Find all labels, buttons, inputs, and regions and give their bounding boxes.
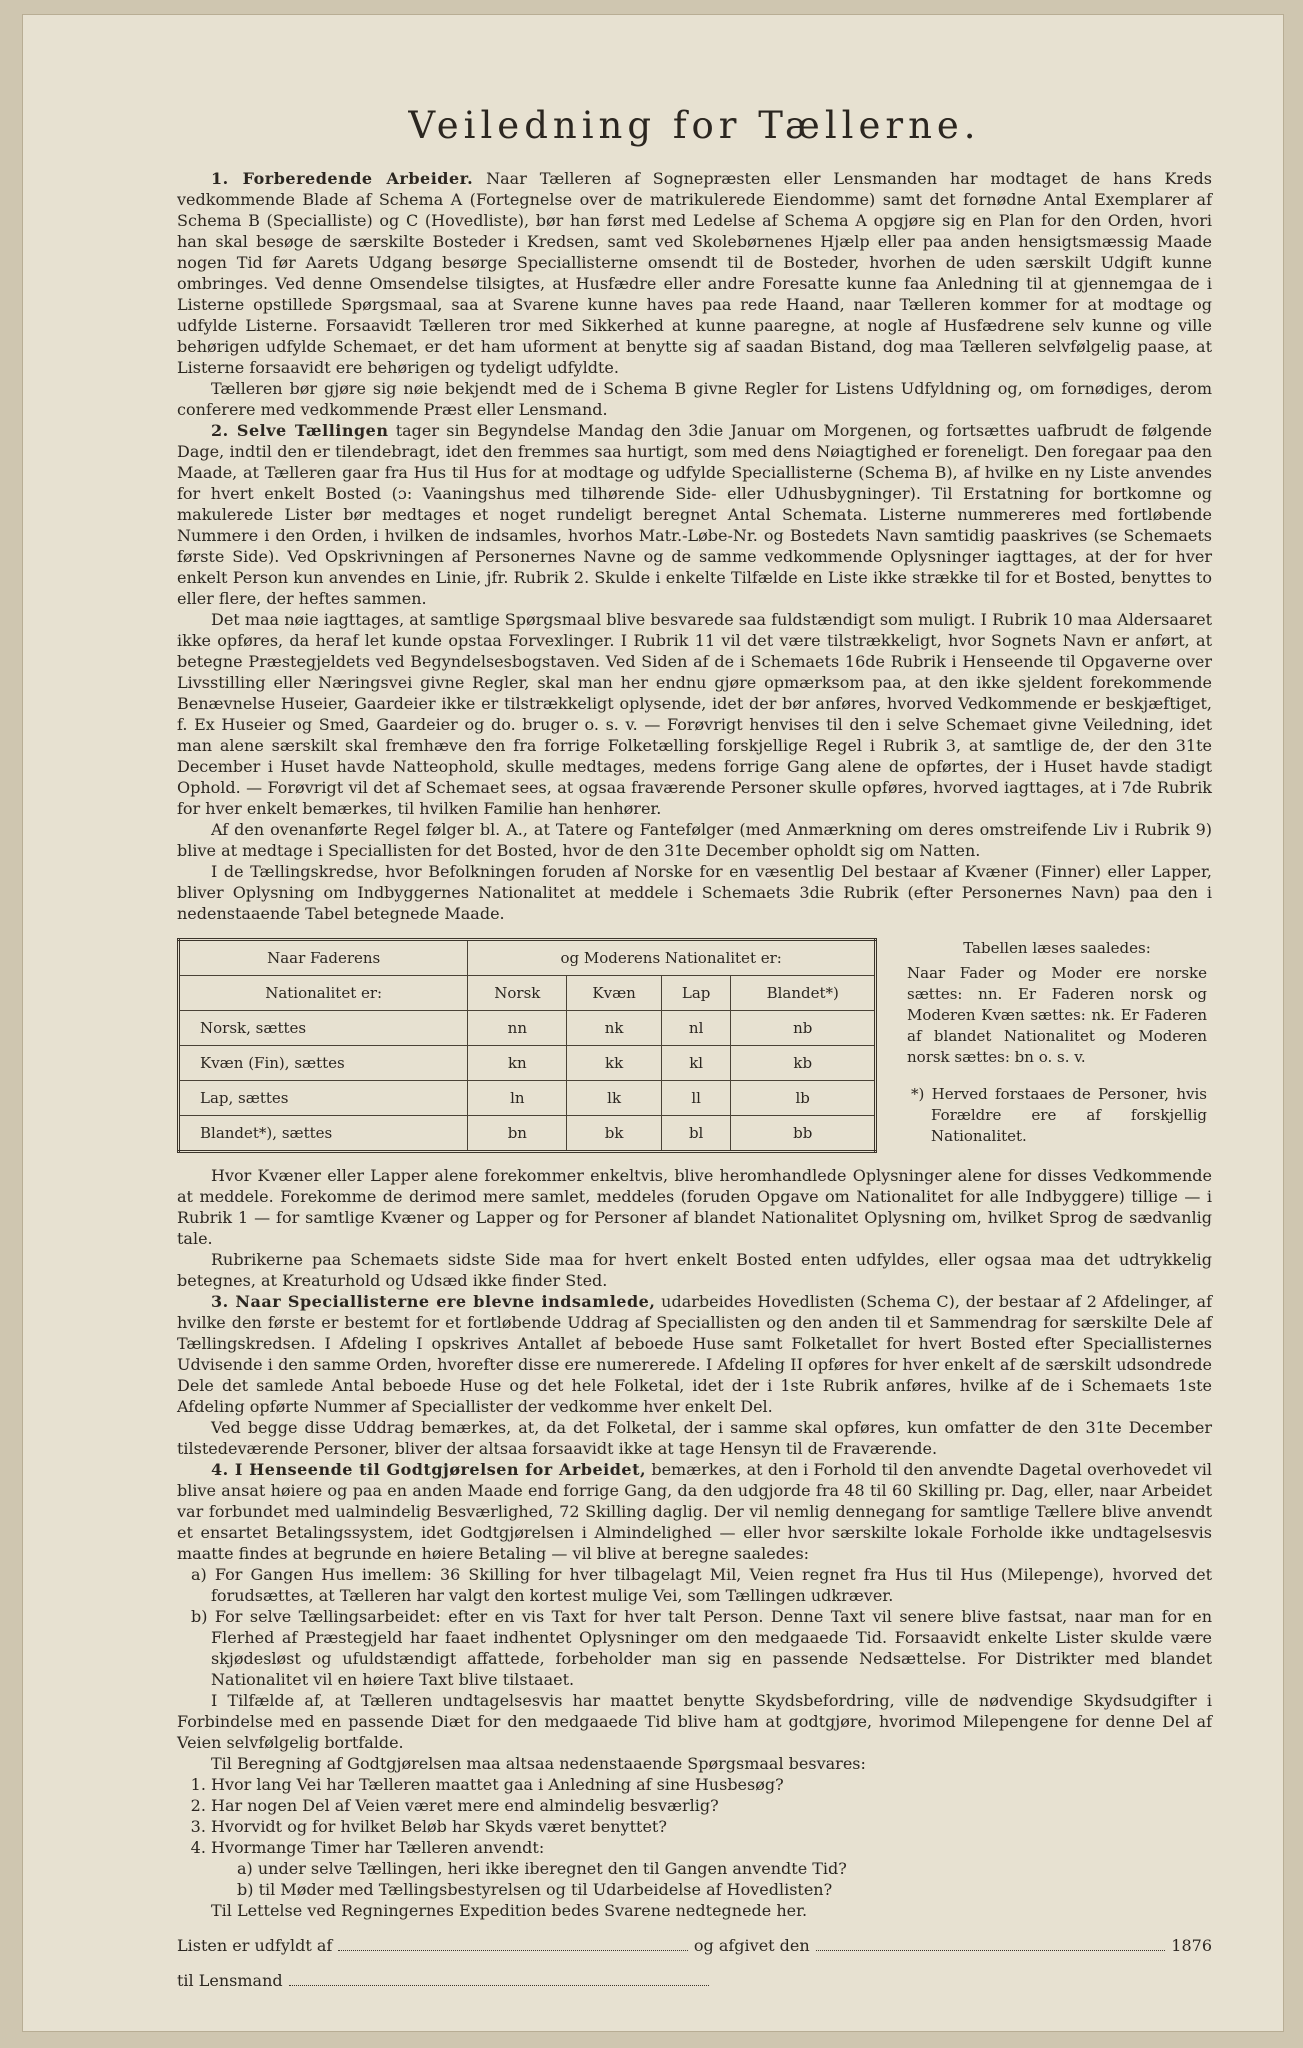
table-explanation — [907, 938, 1207, 1153]
column-header: Kvæn — [567, 976, 662, 1011]
final-note: Til Lettelse ved Regningernes Expedition bedes Svarene nedtegnede her. — [211, 1901, 808, 1920]
paragraph-11: 4. I Henseende til Godtgjørelsen for Arbeidet, bemærkes, at den i Forhold til den anvendte Dagetal overhovedet vil blive ansat høiere og paa en anden Maade end forrige Gang, da den udgjorde fra 48 til 60 Skilling pr. Dag, eller, naar Arbeidet var forbundet med ualmindelig Besværlighed, 72 Skilling daglig. Der vil nemlig dennegang for samtlige Tællere blive anvendt et ensartet Betalingssystem, idet Godtgjørelsen i Almindelighed — eller hvor særskilte lokale Forholde ikke undtagelsesvis maatte findes at begrunde en høiere Betaling — vil blive at beregne saaledes: — [177, 1460, 1212, 1563]
explanation-text: Naar Fader og Moder ere norske sættes: nn. Er Faderen norsk og Moderen Kvæn sættes: nk. Er Faderen af blandet Nationalitet og Moderen norsk sættes: bn o. s. v. — [907, 964, 1207, 1066]
document-page — [22, 14, 1284, 2032]
table-row: Kvæn (Fin), sættes kn kk kl kb — [179, 1046, 876, 1081]
page-title: Veiledning for Tællerne. — [408, 104, 981, 147]
list-item: 2. Har nogen Del af Veien været mere end almindelig besværlig? — [211, 1795, 1212, 1816]
lensmand-line — [177, 1970, 1212, 1991]
footnote: *) Herved forstaaes de Personer, hvis Forældre ere af forskjellig Nationalitet. — [911, 1085, 1207, 1145]
sign-field-date — [816, 1936, 1166, 1951]
list-item: 1. Hvor lang Vei har Tælleren maattet gaa i Anledning af sine Husbesøg? — [211, 1774, 1212, 1795]
document-content — [177, 104, 1212, 1991]
table-row: Lap, sættes ln lk ll lb — [179, 1081, 876, 1116]
sub-question-a: a) under selve Tællingen, heri ikke iberegnet den til Gangen anvendte Tid? — [237, 1859, 847, 1878]
header-father: Naar Faderens — [179, 940, 468, 976]
paragraph-7: Hvor Kvæner eller Lapper alene forekommer enkeltvis, blive heromhandlede Oplysninger alene for disses Vedkommende at meddele. Forekomme de derimod mere samlet, meddeles (foruden Opgave om Nationalitet for alle Indbyggere) tillige — i Rubrik 1 — for samtlige Kvæner og Lapper og for Personer af blandet Nationalitet Oplysning om, hvilket Sprog de sædvanlig tale. — [177, 1166, 1212, 1248]
signature-line — [177, 1935, 1212, 1956]
list-item: 4. Hvormange Timer har Tælleren anvendt: — [211, 1837, 1212, 1858]
pay-item-a: a) For Gangen Hus imellem: 36 Skilling for hver tilbagelagt Mil, Veien regnet fra Hus til Hus (Milepenge), hvorved det forudsættes, at Tælleren har valgt den kortest mulige Vei, som Tællingen udkræver. — [191, 1565, 1212, 1605]
pay-item-b: b) For selve Tællingsarbeidet: efter en vis Taxt for hver talt Person. Denne Taxt vil senere blive fastsat, naar man for en Flerhed af Præstegjeld har faaet indhentet Oplysninger om den medgaaede Tid. Forsaavidt enkelte Lister skulde være skjødesløst og ufuldstændigt affattede, forbeholder man sig en passende Nedsættelse. For Distrikter med blandet Nationalitet vil en høiere Taxt blive tilstaaet. — [191, 1607, 1212, 1689]
paragraph-2: Tælleren bør gjøre sig nøie bekjendt med de i Schema B givne Regler for Listens Udfyldning og, om fornødiges, derom conferere med vedkommende Præst eller Lensmand. — [177, 379, 1212, 419]
header-father-nationality: Nationalitet er: — [179, 976, 468, 1011]
column-header: Norsk — [468, 976, 567, 1011]
column-header: Blandet*) — [731, 976, 876, 1011]
paragraph-12: I Tilfælde af, at Tælleren undtagelsesvis har maattet benytte Skydsbefordring, ville de nødvendige Skydsudgifter i Forbindelse med en passende Diæt for den medgaaede Tid blive ham at godtgjøre, hvorimod Milepengene for denne Del af Veien selvfølgelig bortfalde. — [177, 1691, 1212, 1752]
paragraph-4: Det maa nøie iagttages, at samtlige Spørgsmaal blive besvarede saa fuldstændigt som muligt. I Rubrik 10 maa Aldersaaret ikke opføres, da heraf let kunde opstaa Forvexlinger. I Rubrik 11 vil det være tilstrækkeligt, hvor Sognets Navn er anført, at betegne Præstegjeldets ved Begyndelsesbogstaven. Ved Siden af de i Schemaets 16de Rubrik i Henseende til Opgaverne over Livsstilling eller Næringsvei givne Regler, skal man her endnu gjøre opmærksom paa, at den ikke sjeldent forekommende Benævnelse Huseier, Gaardeier ikke er tilstrækkeligt oplysende, idet der bør anføres, hvorved Vedkommende er beskjæftiget, f. Ex Huseier og Smed, Gaardeier og do. bruger o. s. v. — Forøvrigt henvises til den i selve Schemaet givne Veiledning, idet man alene særskilt skal fremhæve den fra forrige Folketælling forskjellige Regel i Rubrik 3, at samtlige de, der den 31te December i Huset havde Natteophold, skulle medtages, medens forrige Gang alene de opførtes, der i Huset havde stadigt Ophold. — Forøvrigt vil det af Schemaet sees, at ogsaa fraværende Personer skulle opføres, hvorved iagttages, at i 7de Rubrik for hver enkelt bemærkes, til hvilken Familie han henhører. — [177, 610, 1212, 818]
paragraph-3: 2. Selve Tællingen tager sin Begyndelse Mandag den 3die Januar om Morgenen, og fortsættes uafbrudt de følgende Dage, indtil den er tilendebragt, idet den fremmes saa hurtigt, som med dens Nøiagtighed er foreneligt. Den foregaar paa den Maade, at Tælleren gaar fra Hus til Hus for at modtage og udfylde Speciallisterne (Schema B), af hvilke en ny Liste anvendes for hvert enkelt Bosted (ɔ: Vaaningshus med tilhørende Side- eller Udhusbygninger). Til Erstatning for bortkomne og makulerede Lister bør medtages et noget rundeligt beregnet Antal Schemata. Listerne nummereres med fortløbende Nummere i den Orden, i hvilken de indsamles, hvorhos Matr.-Løbe-Nr. og Bostedets Navn samtidig paaskrives (se Schemaets første Side). Ved Opskrivningen af Personernes Navne og de samme vedkommende Oplysninger iagttages, at der for hver enkelt Person kun anvendes en Linie, jfr. Rubrik 2. Skulde i enkelte Tilfælde en Liste ikke strække til for et Bosted, benyttes to eller flere, der heftes sammen. — [177, 421, 1212, 608]
sign-field-lensmand — [289, 1971, 709, 1986]
sub-question-b: b) til Møder med Tællingsbestyrelsen og til Udarbeidelse af Hovedlisten? — [237, 1880, 833, 1899]
paragraph-1: 1. Forberedende Arbeider. Naar Tælleren af Sognepræsten eller Lensmanden har modtaget de hans Kreds vedkommende Blade af Schema A (Fortegnelse over de matrikulerede Eiendomme) samt det fornødne Antal Exemplarer af Schema B (Specialliste) og C (Hovedliste), bør han først med Ledelse af Schema A opgjøre sig en Plan for den Orden, hvori han skal besøge de særskilte Bosteder i Kredsen, samt ved Skolebørnenes Hjælp eller paa anden hensigtsmæssig Maade nogen Tid før Aarets Udgang besørge Speciallisterne omsendt til de Bosteder, hvorhen de uden særskilt Udgift kunne ombringes. Ved denne Omsendelse tilsigtes, at Husfædre eller andre Foresatte kunne faa Anledning til at gjennemgaa de i Listerne opstillede Spørgsmaal, saa at Svarene kunne haves paa rede Haand, naar Tælleren kommer for at modtage og udfylde Listerne. Forsaavidt Tælleren tror med Sikkerhed at kunne paaregne, at nogle af Husfædrene selv kunne og ville behørigen udfylde Schemaet, er det ham uforment at benytte sig af saadan Bistand, dog maa Tælleren selvfølgelig paase, at Listerne forsaavidt ere behørigen og tydeligt udfyldte. — [177, 169, 1213, 377]
nationality-table — [177, 938, 877, 1153]
sign-field-name — [338, 1936, 688, 1951]
sign-label-filled-by: Listen er udfyldt af — [177, 1936, 333, 1955]
list-item: 3. Hvorvidt og for hvilket Beløb har Skyds været benyttet? — [211, 1816, 1212, 1837]
table-row: Norsk, sættes nn nk nl nb — [179, 1011, 876, 1046]
header-mother: og Moderens Nationalitet er: — [468, 940, 876, 976]
sign-year: 1876 — [1171, 1936, 1212, 1955]
sign-label-lensmand: til Lensmand — [177, 1971, 283, 1990]
paragraph-9: 3. Naar Speciallisterne ere blevne indsamlede, udarbeides Hovedlisten (Schema C), der bestaar af 2 Afdelinger, af hvilke den første er bestemt for et fortløbende Uddrag af Speciallisten og den anden til et Sammendrag for særskilte Dele af Tællingskredsen. I Afdeling I opskrives Antallet af beboede Huse samt Folketallet for hvert Bosted efter Speciallisternes Udvisende i den samme Orden, hvorefter disse ere numererede. I Afdeling II opføres for hver enkelt af de særskilt udsondrede Dele det samlede Antal beboede Huse og det hele Folketal, idet der i 1ste Rubrik anføres, hvilke af de i Schemaets 1ste Afdeling opførte Nummer af Speciallister der vedkomme hver enkelt Del. — [177, 1292, 1212, 1416]
column-header: Lap — [661, 976, 731, 1011]
paragraph-5: Af den ovenanførte Regel følger bl. A., at Tatere og Fantefølger (med Anmærkning om deres omstreifende Liv i Rubrik 9) blive at medtage i Speciallisten for det Bosted, hvor de den 31te December opholdt sig om Natten. — [177, 820, 1212, 860]
explanation-title: Tabellen læses saaledes: — [963, 939, 1151, 957]
paragraph-13: Til Beregning af Godtgjørelsen maa altsaa nedenstaaende Spørgsmaal besvares: — [211, 1754, 866, 1773]
paragraph-8: Rubrikerne paa Schemaets sidste Side maa for hvert enkelt Bosted enten udfyldes, eller ogsaa maa det udtrykkelig betegnes, at Kreaturhold og Udsæd ikke finder Sted. — [177, 1250, 1212, 1290]
paragraph-6: I de Tællingskredse, hvor Befolkningen foruden af Norske for en væsentlig Del bestaar af Kvæner (Finner) eller Lapper, bliver Oplysning om Indbyggernes Nationalitet at meddele i Schemaets 3die Rubrik (efter Personernes Navn) paa den i nedenstaaende Tabel betegnede Maade. — [177, 862, 1212, 923]
table-row: Blandet*), sættes bn bk bl bb — [179, 1116, 876, 1152]
paragraph-10: Ved begge disse Uddrag bemærkes, at, da det Folketal, der i samme skal opføres, kun omfatter de den 31te December tilstedeværende Personer, bliver der altsaa forsaavidt ikke at tage Hensyn til de Fraværende. — [177, 1418, 1212, 1458]
sign-label-delivered: og afgivet den — [693, 1936, 810, 1955]
nationality-section — [177, 938, 1212, 1153]
question-list — [177, 1774, 1212, 1858]
